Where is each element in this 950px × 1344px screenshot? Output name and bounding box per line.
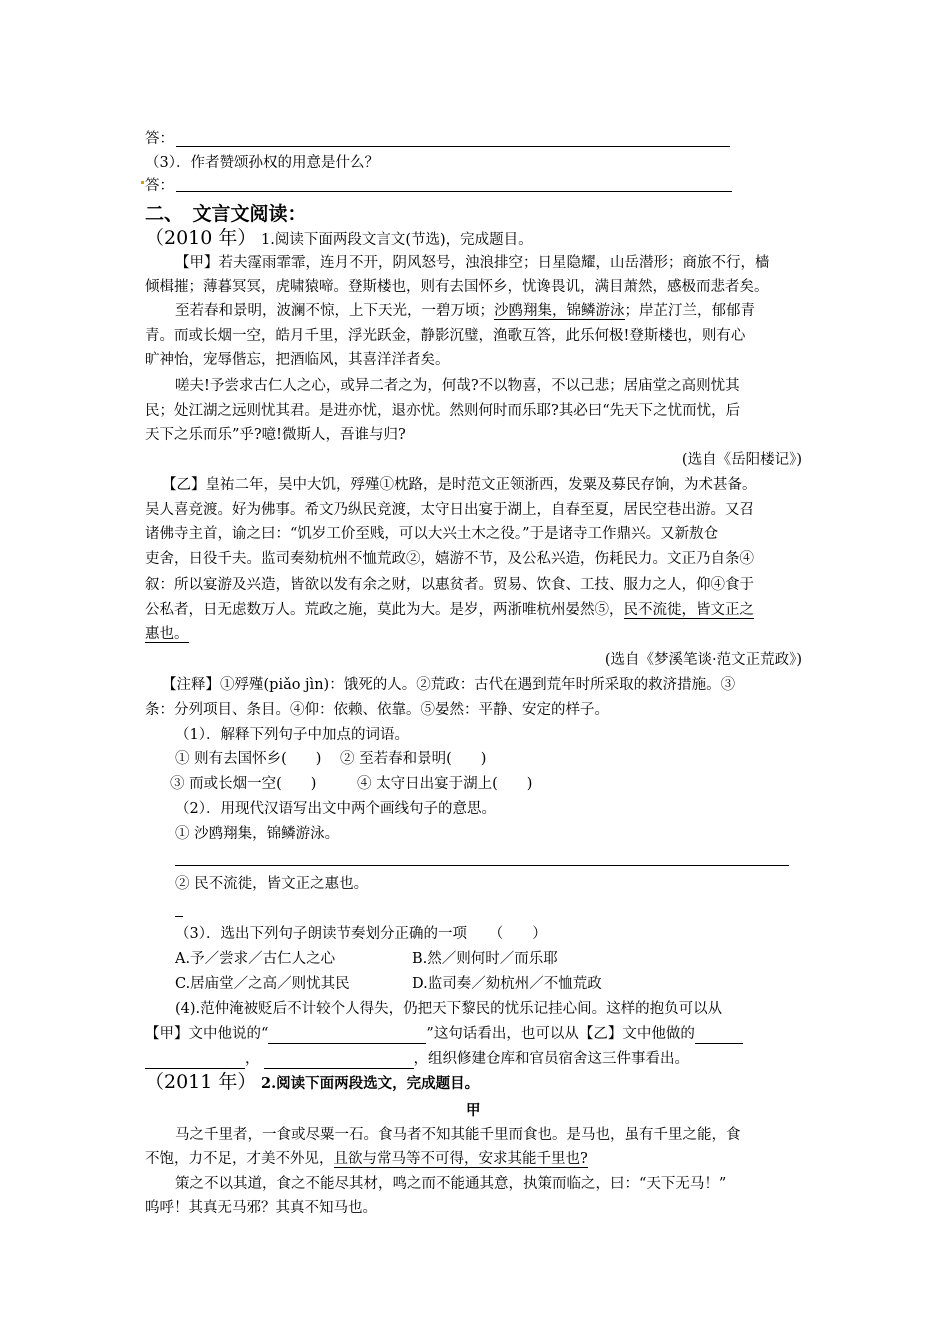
yi-2010-line-6	[145, 600, 754, 620]
yi-2010-line-3: 诸佛寺主首，谕之曰：“饥岁工价至贱，可以大兴土木之役。”于是诸寺工作鼎兴。又新敖仓	[145, 526, 719, 542]
question-2-a: ① 沙鸥翔集，锦鳞游泳。	[175, 826, 340, 842]
year-2010-label: （2010 年）	[145, 227, 257, 249]
question-3-sunquan: （3）．作者赞颂孙权的用意是什么？	[145, 155, 379, 171]
jia-p2-text-end: ；岸芷汀兰，郁郁青	[624, 303, 755, 319]
option-a[interactable]: A.予／尝求／古仁人之心	[175, 951, 336, 967]
question-2: （2）．用现代汉语写出文中两个画线句子的意思。	[175, 801, 496, 817]
question-3-options-row-1	[175, 949, 558, 969]
q1-item-d: ④ 太守日出宴于湖上( )	[357, 776, 533, 792]
option-c[interactable]: C.居庙堂／之高／则忧其民	[175, 976, 350, 992]
q4-comma: ，	[245, 1051, 260, 1067]
q1-item-a: ① 则有去国怀乡( )	[175, 751, 322, 767]
question-4-line-3	[145, 1049, 689, 1069]
answer-line-q2b[interactable]	[175, 916, 183, 917]
answer-line-2[interactable]	[176, 191, 732, 192]
question-1-row-1	[175, 749, 486, 769]
yi-2010-line-7	[145, 624, 189, 644]
answer-line-q2a[interactable]	[175, 865, 789, 866]
question-3: （3）．选出下列句子朗读节奏划分正确的一项 （ ）	[175, 926, 547, 942]
yi-2010-line-5: 叙：所以宴游及兴造，皆欲以发有余之财，以惠贫者。贸易、饮食、工技、服力之人，仰④食于	[145, 577, 754, 593]
q4-text-a: 【甲】文中他说的“	[145, 1026, 269, 1042]
question-4-line-2	[145, 1024, 743, 1044]
yi-source: (选自《梦溪笔谈·范文正荒政》)	[604, 652, 802, 668]
notes-line-2: 条：分列项目、条目。④仰：依赖、依靠。⑤晏然：平静、安定的样子。	[145, 702, 609, 718]
answer-label-1: 答：	[145, 131, 174, 147]
q4-blank-1[interactable]	[268, 1028, 426, 1044]
year-2011-label: （2011 年）	[145, 1071, 257, 1093]
jia-2010-p3-line-3: 天下之乐而乐”乎?噫!微斯人，吾谁与归?	[145, 427, 406, 443]
yi-line6-text: 公私者，日无虑数万人。荒政之施，莫此为大。是岁，两浙唯杭州晏然⑤，	[145, 602, 624, 618]
option-d[interactable]: D.监司奏／劾杭州／不恤荒政	[412, 976, 602, 992]
q1-item-c: ③ 而或长烟一空( )	[170, 776, 317, 792]
ma-p1-text: 不饱，力不足，才美不外见，	[145, 1151, 334, 1167]
answer-line-1[interactable]	[176, 146, 730, 147]
question-1: （1）．解释下列句子中加点的词语。	[175, 727, 409, 743]
yi-2010-line-1: 【乙】皇祐二年，吴中大饥，殍殣①枕路，是时范文正领浙西，发粟及募民存饷，为术甚备。	[162, 477, 757, 493]
yi-2010-line-4: 吏舍，日役千夫。监司奏劾杭州不恤荒政②，嬉游不节，及公私兴造，伤耗民力。文正乃自条④	[145, 551, 754, 567]
q4-blank-3[interactable]	[145, 1053, 245, 1069]
q4-blank-4[interactable]	[264, 1053, 414, 1069]
jia-2010-p2-line-2: 青。而或长烟一空，皓月千里，浮光跃金，静影沉璧，渔歌互答，此乐何极!登斯楼也，则有心	[145, 328, 746, 344]
ma-p2-line-1: 策之不以其道，食之不能尽其材，鸣之而不能通其意，执策而临之，曰：“天下无马！”	[175, 1176, 727, 1192]
jia-source: (选自《岳阳楼记》)	[681, 452, 802, 468]
jia-2010-p3-line-2: 民；处江湖之远则忧其君。是进亦忧，退亦忧。然则何时而乐耶?其必曰“先天下之忧而忧，后	[145, 403, 741, 419]
ma-p1-line-2	[145, 1149, 588, 1169]
question-2-b: ② 民不流徙，皆文正之惠也。	[175, 876, 369, 892]
yi-2010-line-2: 吴人喜竞渡。好为佛事。希文乃纵民竞渡，太守日出宴于湖上，自春至夏，居民空巷出游。又召	[145, 502, 754, 518]
q1-item-b: ② 至若春和景明( )	[340, 751, 487, 767]
instruction-2011: 2.阅读下面两段选文，完成题目。	[261, 1075, 480, 1092]
section-heading: 二、 文言文阅读：	[145, 203, 307, 225]
jia-p2-text-start: 至若春和景明，波澜不惊，上下天光，一碧万顷；	[175, 303, 494, 319]
option-b[interactable]: B.然／则何时／而乐耶	[412, 951, 558, 967]
q4-text-c: ，组织修建仓库和官员宿舍这三件事看出。	[413, 1051, 689, 1067]
year-2011-header	[145, 1072, 479, 1094]
ma-p1-line-1: 马之千里者，一食或尽粟一石。食马者不知其能千里而食也。是马也，虽有千里之能，食	[175, 1127, 741, 1143]
jia-2010-p3-line-1: 嗟夫!予尝求古仁人之心，或异二者之为，何哉?不以物喜，不以己悲；居庙堂之高则忧其	[175, 378, 740, 394]
notes-line-1: 【注释】①殍殣(piǎo jìn)：饿死的人。②荒政：古代在遇到荒年时所采取的救济措施。③	[162, 677, 736, 693]
year-2010-header	[145, 228, 533, 250]
question-1-row-2	[170, 774, 532, 794]
margin-mark	[141, 181, 144, 184]
instruction-2010: 1.阅读下面两段文言文(节选)，完成题目。	[261, 232, 533, 248]
jia-2010-p2-line-1	[175, 301, 755, 321]
answer-label-2: 答：	[145, 178, 174, 194]
underlined-sentence-2-part-2: 惠也。	[145, 626, 189, 642]
underlined-sentence-2011: 且欲与常马等不可得，安求其能千里也?	[333, 1151, 588, 1167]
jia-2010-p2-line-3: 旷神怡，宠辱偕忘，把酒临风，其喜洋洋者矣。	[145, 352, 450, 368]
question-4-line-1: (4).范仲淹被贬后不计较个人得失，仍把天下黎民的忧乐记挂心间。这样的抱负可以从	[175, 1001, 723, 1017]
underlined-sentence-1: 沙鸥翔集，锦鳞游泳	[494, 303, 625, 319]
underlined-sentence-2-part-1: 民不流徙，皆文正之	[623, 602, 754, 618]
q4-text-b: ”这句话看出，也可以从【乙】文中他做的	[426, 1026, 695, 1042]
question-3-options-row-2	[175, 974, 602, 994]
q4-blank-2[interactable]	[695, 1028, 743, 1044]
jia-2011-title: 甲	[466, 1102, 481, 1119]
jia-2010-line-1: 【甲】若夫霪雨霏霏，连月不开，阴风怒号，浊浪排空；日星隐耀，山岳潜形；商旅不行，樯	[175, 255, 770, 271]
jia-2010-line-2: 倾楫摧；薄暮冥冥，虎啸猿啼。登斯楼也，则有去国怀乡，忧谗畏讥，满目萧然，感极而悲者矣。	[145, 279, 769, 295]
ma-p2-line-2: 呜呼！其真无马邪？其真不知马也。	[145, 1200, 377, 1216]
